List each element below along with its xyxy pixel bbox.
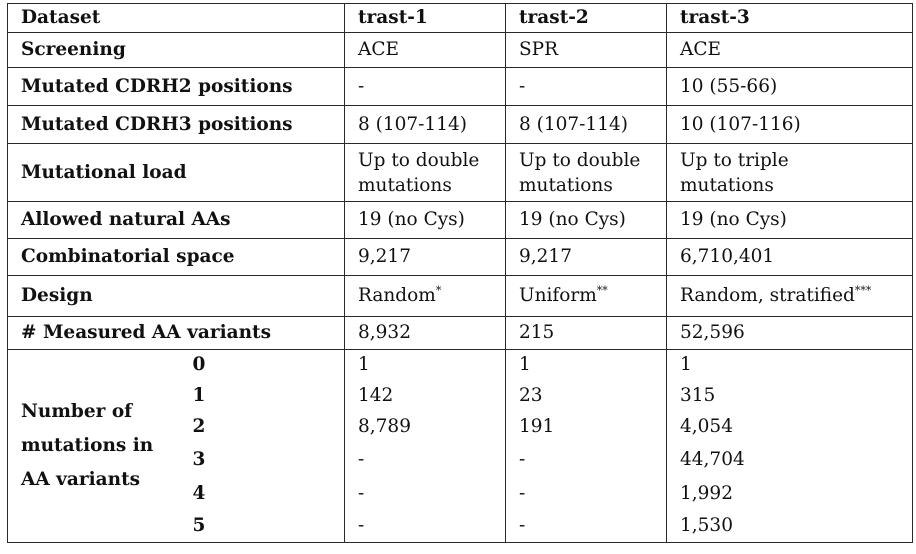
mutation-count: 1	[180, 381, 345, 412]
cell-trast-2: 23	[506, 381, 667, 412]
cell-line: mutations	[358, 174, 452, 196]
row-label: Mutated CDRH2 positions	[8, 68, 345, 106]
cell-trast-1	[345, 144, 506, 202]
cell-trast-1	[345, 276, 506, 317]
cell-trast-2: -	[506, 510, 667, 543]
cell-text: Random	[358, 285, 436, 306]
header-trast-3: trast-3	[667, 4, 913, 33]
cell-trast-3: 10 (107-116)	[667, 106, 913, 144]
cell-trast-1: 8,932	[345, 317, 506, 350]
cell-trast-3: 1,992	[667, 478, 913, 510]
cell-text: Random, stratified	[680, 285, 855, 306]
cell-trast-1: 9,217	[345, 239, 506, 276]
row-label: # Measured AA variants	[8, 317, 345, 350]
cell-line: Up to double	[358, 149, 480, 171]
row-label: Design	[8, 276, 345, 317]
cell-trast-2: 1	[506, 350, 667, 381]
cell-trast-1: -	[345, 443, 506, 478]
cell-trast-2: -	[506, 68, 667, 106]
row-mutational-load	[8, 144, 913, 202]
cell-trast-3: 6,710,401	[667, 239, 913, 276]
cell-trast-3: 4,054	[667, 412, 913, 443]
header-row	[8, 4, 913, 33]
header-dataset-label: Dataset	[8, 4, 345, 33]
mutation-count: 3	[180, 443, 345, 478]
cell-trast-2: 19 (no Cys)	[506, 202, 667, 239]
cell-trast-2	[506, 144, 667, 202]
row-combinatorial-space	[8, 239, 913, 276]
mutation-count: 4	[180, 478, 345, 510]
footnote-marker: ***	[854, 284, 872, 297]
cell-trast-3	[667, 276, 913, 317]
label-line: mutations in	[21, 435, 154, 456]
mutation-count: 0	[180, 350, 345, 381]
cell-trast-2: -	[506, 478, 667, 510]
cell-trast-3	[667, 144, 913, 202]
header-trast-2: trast-2	[506, 4, 667, 33]
row-label: Mutated CDRH3 positions	[8, 106, 345, 144]
cell-trast-2: -	[506, 443, 667, 478]
cell-trast-1: -	[345, 478, 506, 510]
row-label: Mutational load	[8, 144, 345, 202]
dataset-comparison-table	[7, 3, 913, 543]
cell-line: mutations	[519, 174, 613, 196]
label-line: Number of	[21, 401, 133, 422]
mutations-block-label	[8, 350, 180, 543]
cell-trast-1: -	[345, 68, 506, 106]
mutation-count: 2	[180, 412, 345, 443]
label-line: AA variants	[21, 469, 141, 490]
cell-trast-3: 52,596	[667, 317, 913, 350]
cell-trast-3: 1	[667, 350, 913, 381]
cell-line: Up to triple	[680, 149, 789, 171]
row-label: Combinatorial space	[8, 239, 345, 276]
cell-trast-3: 19 (no Cys)	[667, 202, 913, 239]
cell-trast-2: 8 (107-114)	[506, 106, 667, 144]
cell-trast-2: 9,217	[506, 239, 667, 276]
cell-trast-3: 1,530	[667, 510, 913, 543]
cell-trast-2: 215	[506, 317, 667, 350]
cell-trast-1: -	[345, 510, 506, 543]
cell-trast-3: ACE	[667, 33, 913, 68]
row-design	[8, 276, 913, 317]
cell-trast-2: SPR	[506, 33, 667, 68]
row-cdrh3-positions	[8, 106, 913, 144]
cell-trast-2: 191	[506, 412, 667, 443]
row-label: Screening	[8, 33, 345, 68]
cell-text: Uniform	[519, 285, 597, 306]
header-trast-1: trast-1	[345, 4, 506, 33]
row-measured-variants	[8, 317, 913, 350]
row-cdrh2-positions	[8, 68, 913, 106]
cell-line: mutations	[680, 174, 774, 196]
mutation-row-0	[8, 350, 913, 381]
cell-trast-1: 19 (no Cys)	[345, 202, 506, 239]
cell-trast-1: 1	[345, 350, 506, 381]
cell-trast-1: 142	[345, 381, 506, 412]
footnote-marker: **	[596, 284, 608, 297]
cell-trast-1: 8 (107-114)	[345, 106, 506, 144]
footnote-marker: *	[435, 284, 442, 297]
row-screening	[8, 33, 913, 68]
cell-trast-3: 315	[667, 381, 913, 412]
row-label: Allowed natural AAs	[8, 202, 345, 239]
cell-trast-1: ACE	[345, 33, 506, 68]
cell-trast-3: 44,704	[667, 443, 913, 478]
row-allowed-aas	[8, 202, 913, 239]
cell-trast-1: 8,789	[345, 412, 506, 443]
mutation-count: 5	[180, 510, 345, 543]
cell-trast-2	[506, 276, 667, 317]
cell-trast-3: 10 (55-66)	[667, 68, 913, 106]
cell-line: Up to double	[519, 149, 641, 171]
